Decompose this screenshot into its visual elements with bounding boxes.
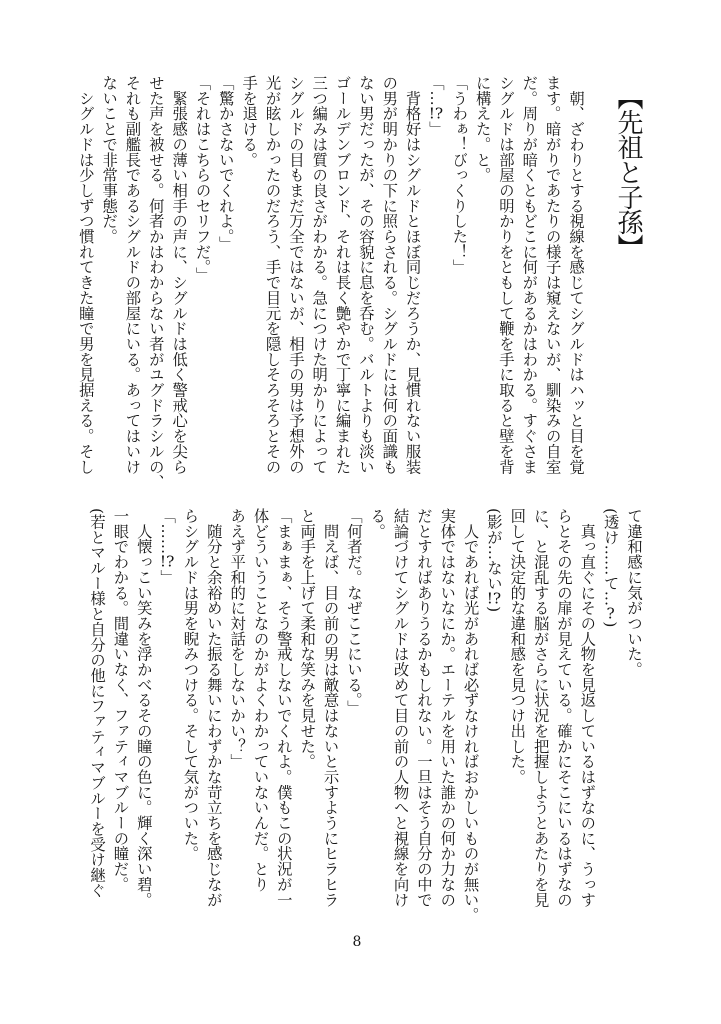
text-line: 真っ直ぐにその人物を見返しているはずなのに、うっす	[578, 508, 597, 908]
text-line: せた声を被せる。何者かはわからない者がユグドラシルの、	[146, 75, 165, 490]
text-line: だ。周りが暗くともどこに何があるかはわかる。すぐさま	[520, 75, 539, 475]
dialogue-line: 体どういうことなのかがよくわかっていないんだ。とり	[251, 508, 270, 892]
text-line: だとすればありうるかもしれない。一旦はそう自分の中で	[414, 508, 433, 908]
text-line: 実体ではないなにか。エーテルを用いた誰かの何か力なの	[438, 508, 457, 908]
text-line: の男が明かりの下に照らされる。シグルドには何の面識も	[380, 75, 399, 475]
page-number: 8	[352, 934, 362, 950]
thought-line: (透け……て…?)	[601, 508, 620, 628]
text-line: シグルドは少しずつ慣れてきた瞳で男を見据える。そし	[76, 75, 95, 475]
chapter-title: 【先祖と子孫】	[613, 84, 643, 259]
text-line: ます。暗がりであたりの様子は窺えないが、馴染みの自室	[543, 75, 562, 475]
dialogue-line: 「まぁまぁ、そう警戒しないでくれよ。僕もこの状況が一	[274, 508, 293, 908]
text-line: に構えた。と。	[473, 75, 492, 183]
text-line: ない男だったが、その容貌に息を呑む。バルトよりも淡い	[356, 75, 375, 475]
text-line: 人懐っこい笑みを浮かべるその瞳の色に。輝く深い碧。	[134, 508, 153, 908]
text-line: 人であれば光があれば必ずなければおかしいものが無い。	[461, 508, 480, 923]
text-line: に、と混乱する脳がさらに状況を把握しようとあたりを見	[531, 508, 550, 908]
text-line: らシグルドは男を睨みつける。そして気がついた。	[181, 508, 200, 862]
bottom-text-block	[85, 508, 645, 923]
dialogue-line: 「……!?」	[158, 508, 177, 585]
text-line: らとその先の扉が見えている。確かにそこにいるはずなの	[554, 508, 573, 908]
upright-punctuation: !?	[486, 590, 502, 607]
text-line: 問えば、目の前の男は敵意はないと示すようにヒラヒラ	[321, 508, 340, 908]
thought-line: (影が…ない!?)	[484, 508, 503, 613]
dialogue-line: 「それはこちらのセリフだ。」	[193, 75, 212, 283]
text-line: ゴールデンブロンド、それは長く艶やかで丁寧に編まれた	[333, 75, 352, 475]
text-line: シグルドの目もまだ万全ではないが、相手の男は予想外の	[286, 75, 305, 475]
dialogue-line: 「…!?」	[426, 75, 445, 137]
text-line: ないことで非常事態だ。	[100, 75, 119, 244]
text-line: 光が眩しかったのだろう、手で目元を隠しそろそろとその	[263, 75, 282, 475]
text-line: それも副艦長であるシグルドの部屋にいる。あってはいけ	[123, 75, 142, 475]
text-line: と両手を上げて柔和な笑みを見せた。	[298, 508, 317, 769]
text-line: る。	[368, 508, 387, 539]
text-line: 結論づけてシグルドは改めて目の前の人物へと視線を向け	[391, 508, 410, 908]
text-line: 三つ編みは質の良さがわかる。急につけた明かりによって	[310, 75, 329, 475]
dialogue-line: 「驚かさないでくれよ。」	[216, 75, 235, 252]
text-line: 緊張感の薄い相手の声に、シグルドは低く警戒心を尖ら	[170, 75, 189, 475]
text-line: て違和感に気がついた。	[625, 508, 643, 677]
text-line: 回して決定的な違和感を見つけ出した。	[508, 508, 527, 785]
text-line: 随分と余裕めいた振る舞いにわずかな苛立ちを感じなが	[204, 508, 223, 908]
dialogue-line: 「うわぁ！びっくりした！」	[450, 75, 469, 275]
text-line: 手を退ける。	[240, 75, 259, 168]
text-line: 背格好はシグルドとほぼ同じだろうか、見慣れない服装	[403, 75, 422, 475]
text-line: 一眼でわかる。間違いなく、ファティマブルーの瞳だ。	[111, 508, 130, 892]
thought-line: (若とマルー様と自分の他にファティマブルーを受け継ぐ	[88, 508, 107, 898]
dialogue-line: 「何者だ。なぜここにいる。」	[344, 508, 363, 716]
text-line: シグルドは部屋の明かりをともして鞭を手に取ると壁を背	[496, 75, 515, 475]
upright-punctuation: !?	[428, 105, 444, 122]
upright-punctuation: ?	[606, 606, 615, 622]
upright-punctuation: !?	[159, 554, 175, 570]
top-text-block	[73, 75, 587, 490]
text-line: 朝、ざわりとする視線を感じてシグルドはハッと目を覚	[567, 75, 585, 475]
dialogue-line: あえず平和的に対話をしないかい？」	[228, 508, 247, 769]
